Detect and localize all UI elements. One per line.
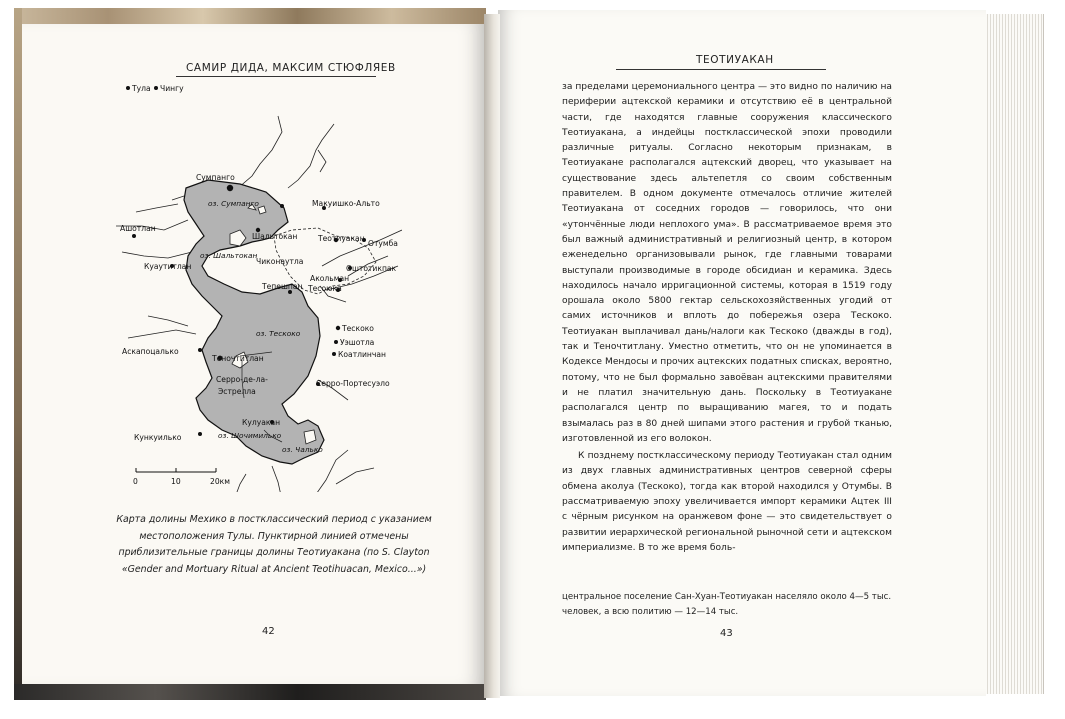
- lake-label: оз. Сумпанго: [208, 199, 259, 208]
- place-label: Уэшотла: [340, 338, 375, 347]
- left-running-head-rule: [176, 76, 376, 77]
- place-label: Куаутитлан: [144, 262, 192, 271]
- paragraph: К позднему постклассическому периоду Теотиуакан стал одним из двух главных административных центров северной сферы обмена аколуа (Тескоко), тогда как второй находился у Отумбы. В рассматриваемую эпоху увеличивается импорт керамики Ацтек III с чёрным рисунком на оранжевом фоне — это свидетельствует о развитии иерархической региональной рыночной сети и ацтекском империализме. В то же время боль-: [562, 451, 892, 553]
- place-label: Оштотикпак: [346, 264, 397, 273]
- book-spine: [484, 14, 500, 698]
- place-label: Тула: [132, 84, 151, 93]
- book-cover-edge-bottom: [14, 684, 486, 700]
- place-label: Коатлинчан: [338, 350, 386, 359]
- left-page-number: 42: [262, 626, 275, 637]
- right-page-number: 43: [720, 628, 733, 639]
- page-stack: [985, 14, 1044, 694]
- place-label: Кулуакан: [242, 418, 281, 427]
- place-label: Теночтитлан: [212, 354, 264, 363]
- lake-label: оз. Чалько: [282, 445, 323, 454]
- left-running-head: САМИР ДИДА, МАКСИМ СТЮФЛЯЕВ: [186, 62, 396, 74]
- place-label: Отумба: [368, 239, 398, 248]
- paragraph: за пределами церемониального центра — это видно по наличию на периферии ацтекской керамики и отсутствию её в центральной части, где находятся главные сооружения классического Теотиуакана, а индейцы постклассической эпохи проводили различные ритуалы. Согласно некоторым признакам, в Теотиуакане располагался ацтекский дворец, что указывает на существование здесь альтепетля со своим собственным правителем. В одном документе отмечалось отличие жителей Теотиуакана от соседних городов — говорилось, что они «утончённые люди неплохого ума». В рассматриваемое время это был важный административный и религиозный центр, в котором еженедельно организовывали рынок, где главными товарами выступали производимые в городе обсидиан и керамика. Здесь находилось начало ирригационной системы, которая в 1519 году орошала около 5800 гектар сельскохозяйственных угодий от самих источников и вплоть до побережья озера Тескоко. Теотиуакан выплачивал дань/налоги как Тескоко (дважды в год), так и Теночтитлану. Уместно отметить, что он не упоминается в Кодексе Мендосы и прочих ацтекских податных списках, вероятно, потому, что не был формально завоёван ацтекскими правителями и не платил значительную дань. Поскольку в Теотиуакане располагался центр по выращиванию магея, то и подать взымалась раз в 80 дней шипами этого растения и грубой тканью, изготовленной из его волокон.: [562, 82, 892, 444]
- lake-label: оз. Шальтокан: [200, 251, 258, 260]
- scale-label: 0: [133, 477, 138, 486]
- place-label: Чингу: [160, 84, 184, 93]
- place-label: Теотиуакан: [318, 234, 365, 243]
- place-label: Эстрелла: [218, 387, 256, 396]
- place-label: Тесоюка: [308, 284, 342, 293]
- place-label: Макуишко-Альто: [312, 199, 380, 208]
- place-label: Кункуилько: [134, 433, 182, 442]
- footnote: центральное поселение Сан-Хуан-Теотиуакан населяло около 4—5 тыс. человек, а всю политию — 12—14 тыс.: [562, 592, 892, 617]
- scale-label: 10: [171, 477, 181, 486]
- lake-label: оз. Шочимилько: [218, 431, 282, 440]
- right-running-head: ТЕОТИУАКАН: [696, 54, 774, 66]
- scale-label: 20км: [210, 477, 230, 486]
- book-cover-edge-left: [14, 8, 22, 698]
- place-label: Сумпанго: [196, 173, 235, 182]
- place-label: Аскапоцалько: [122, 347, 179, 356]
- place-label: Шальтокан: [252, 232, 298, 241]
- valley-of-mexico-map: [112, 80, 402, 492]
- lake-label: оз. Тескоко: [256, 329, 301, 338]
- map-caption: Карта долины Мехико в постклассический период с указанием местоположения Тулы. Пунктирной линией отмечены приблизительные границы долины Теотиуакана (по S. Clayton «Gender and Mortuary Ritual at Ancient Teotihuacan, Mexico...»): [116, 514, 432, 575]
- place-label: Ашотлан: [120, 224, 156, 233]
- body-text: [562, 80, 892, 556]
- right-running-head-rule: [616, 69, 826, 70]
- place-label: Акольман: [310, 274, 350, 283]
- place-label: Чиконаутла: [256, 257, 304, 266]
- place-label: Тескоко: [342, 324, 374, 333]
- place-label: Тепешпан: [262, 282, 303, 291]
- scale-bar: [133, 468, 230, 486]
- place-label: Серро-Портесуэло: [316, 379, 390, 388]
- place-label: Серро-де-ла-: [216, 375, 268, 384]
